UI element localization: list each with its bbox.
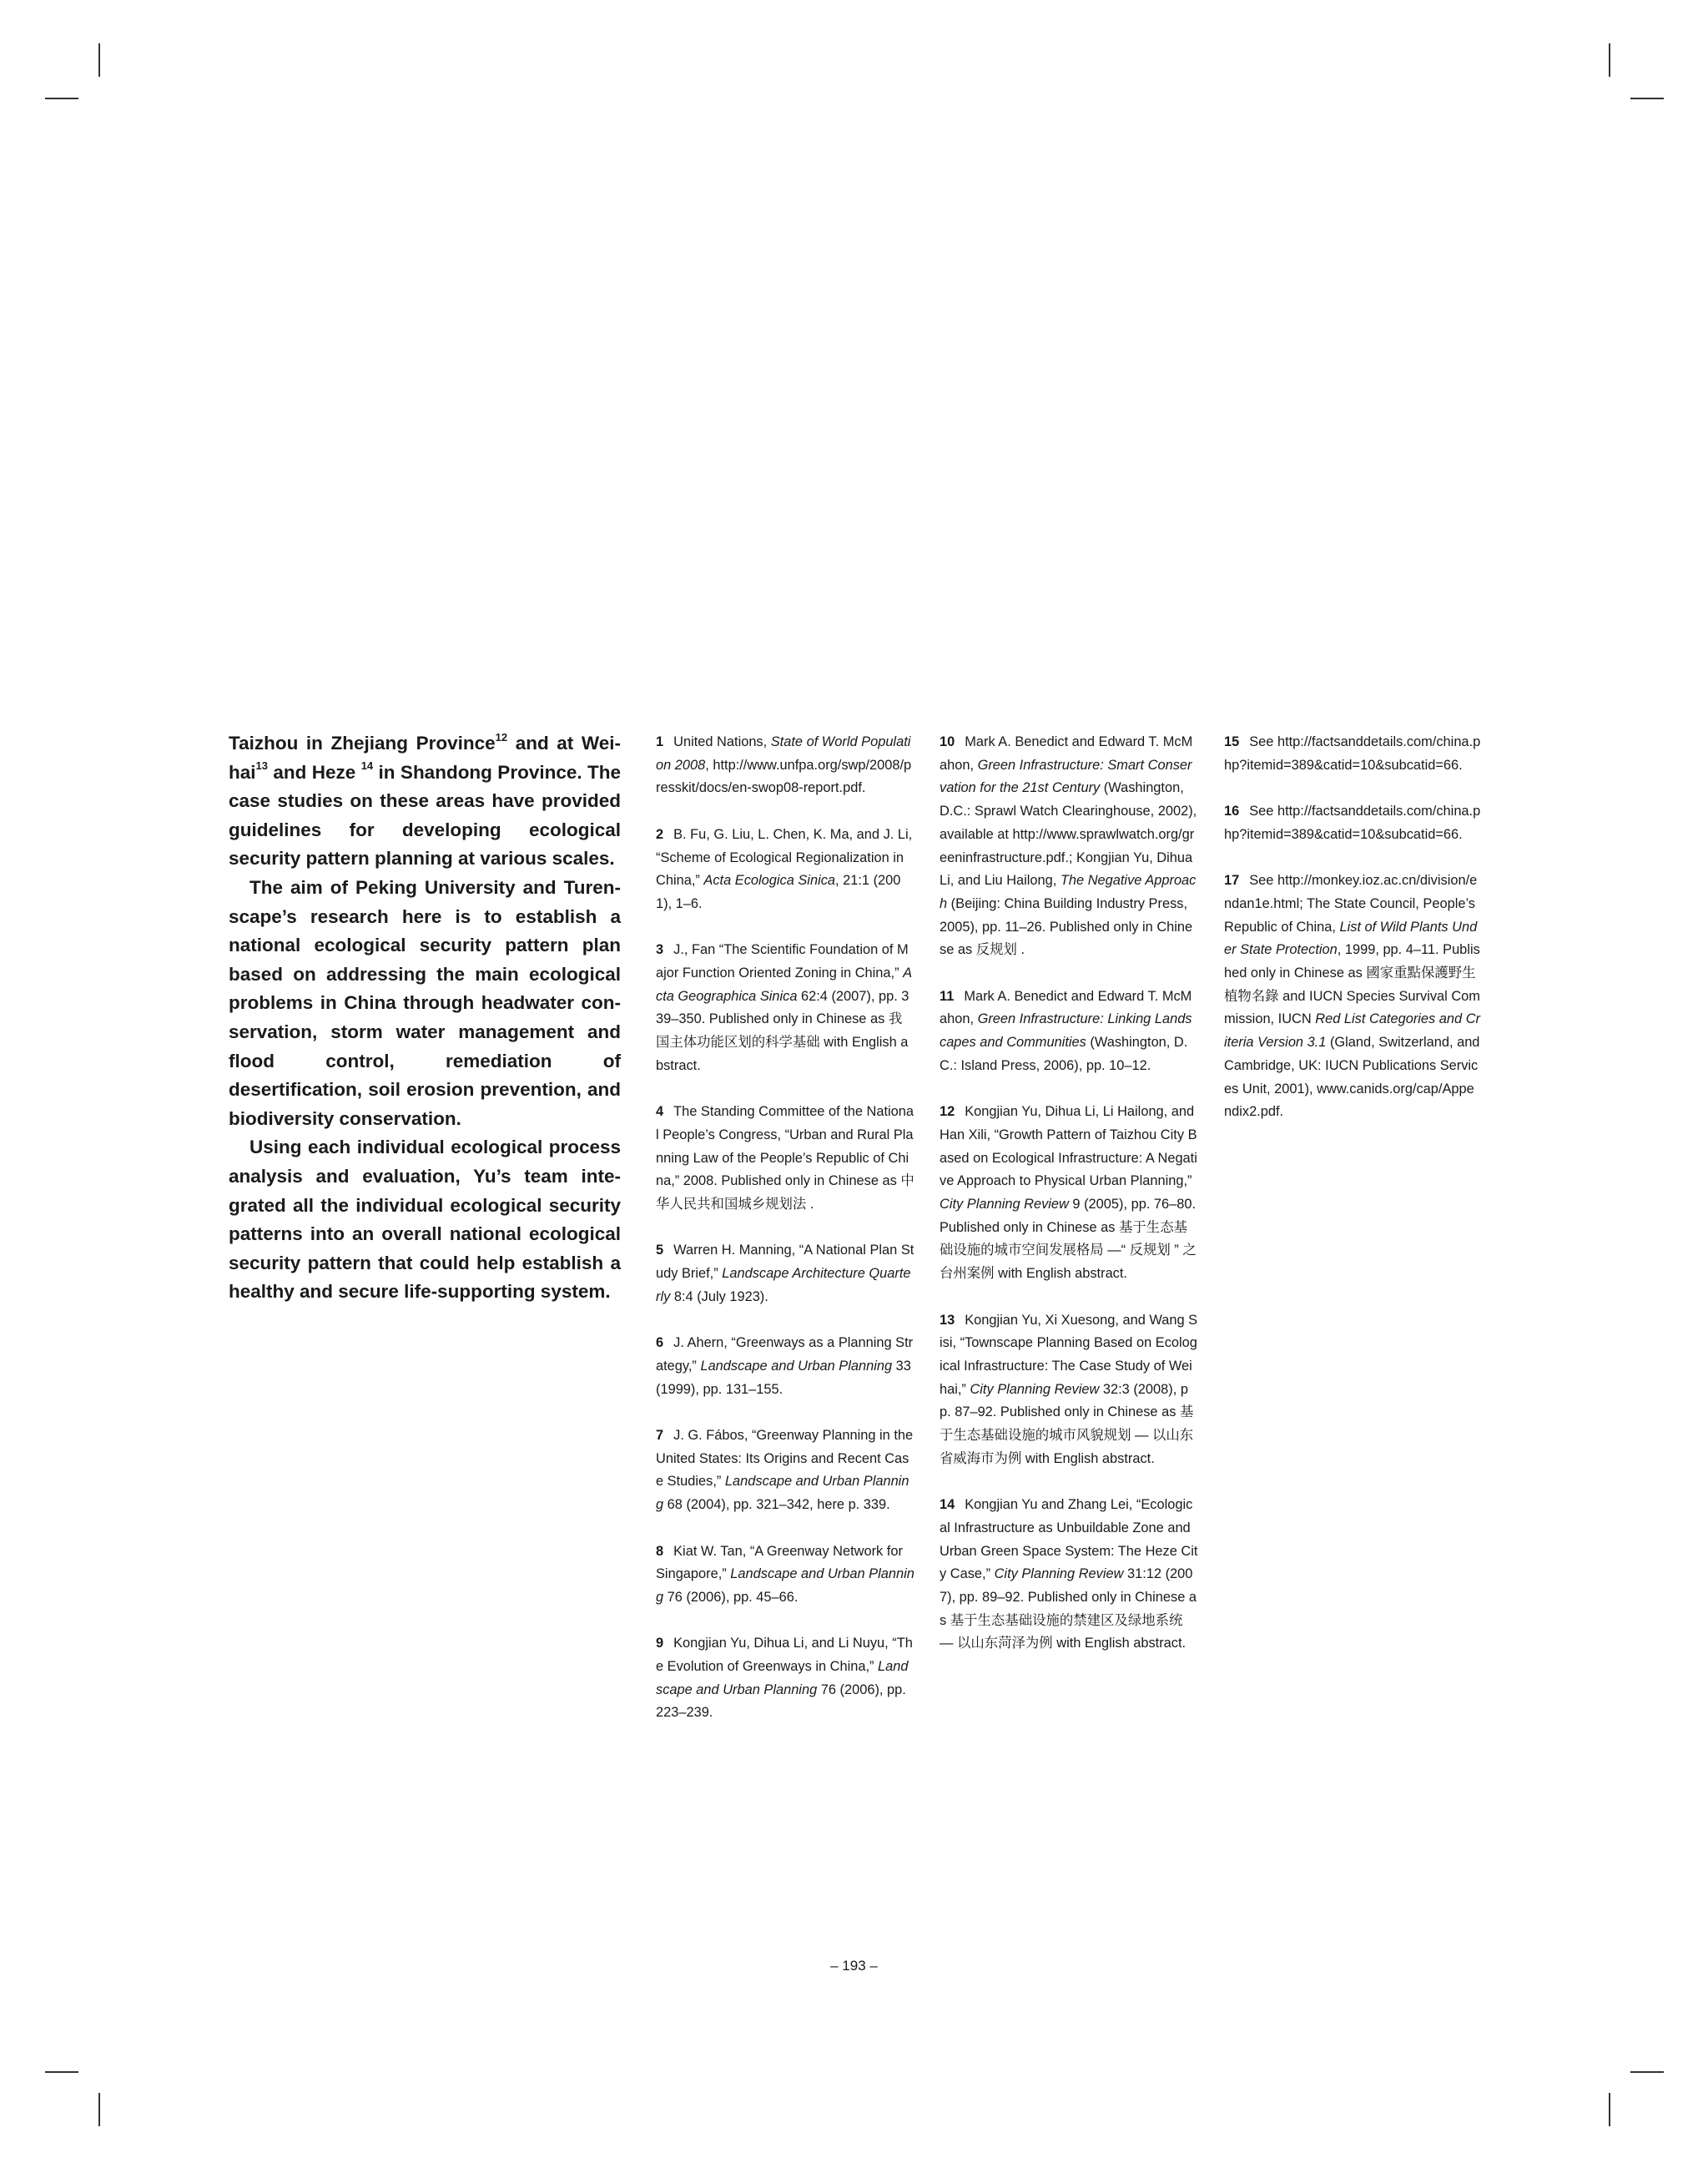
- footnote-ref-14: 14: [360, 759, 374, 773]
- note-2: 2 B. Fu, G. Liu, L. Chen, K. Ma, and J. Li, “Scheme of Ecological Regionalization in China,” Acta Ecologica Sinica, 21:1 (2001), 1–6.: [656, 826, 913, 911]
- crop-mark-top-right-horizontal: [1630, 98, 1664, 99]
- crop-mark-bottom-right-horizontal: [1630, 2071, 1664, 2073]
- notes-column-1: [656, 731, 914, 1748]
- note-13: 13 Kongjian Yu, Xi Xuesong, and Wang Sisi, “Townscape Planning Based on Ecological Infrastructure: The Case Study of Weihai,” City Planning Review 32:3 (2008), pp. 87–92. Published only in Chinese as 基于生态基础设施的城市风貌规划 — 以山东省威海市为例 with English abstract.: [940, 1312, 1198, 1466]
- footnote-ref-13: 13: [255, 759, 268, 773]
- crop-mark-bottom-left-vertical: [98, 2093, 100, 2126]
- note-9: 9 Kongjian Yu, Dihua Li, and Li Nuyu, “The Evolution of Greenways in China,” Landscape and Urban Planning 76 (2006), pp. 223–239.: [656, 1636, 913, 1721]
- notes-column-3: [1224, 731, 1483, 1147]
- note-4: 4 The Standing Committee of the National People’s Congress, “Urban and Rural Planning Law of the People’s Republic of China,” 2008. Published only in Chinese as 中华人民共和国城乡规划法 .: [656, 1104, 914, 1213]
- note-10: 10 Mark A. Benedict and Edward T. McMahon, Green Infrastructure: Smart Conservation for the 21st Century (Washington, D.C.: Sprawl Watch Clearinghouse, 2002), available at http://www.sprawlwatch.org/greeninfrastructure.pdf.; Kongjian Yu, Dihua Li, and Liu Hailong, The Negative Approach (Beijing: China Building Industry Press, 2005), pp. 11–26. Published only in Chinese as 反规划 .: [940, 734, 1197, 958]
- note-1: 1 United Nations, State of World Population 2008, http://www.unfpa.org/swp/2008/presskit/docs/en-swop08-report.pdf.: [656, 734, 912, 796]
- notes-column-2: [940, 731, 1198, 1679]
- note-17: 17 See http://monkey.ioz.ac.cn/division/endan1e.html; The State Council, People’s Republic of China, List of Wild Plants Under State Protection, 1999, pp. 4–11. Published only in Chinese as 國家重點保護野生植物名錄 and IUCN Species Survival Commission, IUCN Red List Categories and Criteria Version 3.1 (Gland, Switzerland, and Cambridge, UK: IUCN Publications Services Unit, 2001), www.canids.org/cap/Appendix2.pdf.: [1224, 873, 1480, 1120]
- footnote-ref-12: 12: [495, 730, 508, 744]
- body-text: [229, 729, 621, 1307]
- crop-mark-top-right-vertical: [1609, 43, 1610, 77]
- crop-mark-bottom-right-vertical: [1609, 2093, 1610, 2126]
- crop-mark-top-left-horizontal: [45, 98, 78, 99]
- note-5: 5 Warren H. Manning, “A National Plan Study Brief,” Landscape Architecture Quarterly 8:4 (July 1923).: [656, 1243, 914, 1304]
- note-12: 12 Kongjian Yu, Dihua Li, Li Hailong, and Han Xili, “Growth Pattern of Taizhou City Based on Ecological Infrastructure: A Negative Approach to Physical Urban Planning,” City Planning Review 9 (2005), pp. 76–80. Published only in Chinese as 基于生态基础设施的城市空间发展格局 —“ 反规划 ” 之台州案例 with English abstract.: [940, 1104, 1197, 1282]
- note-16: 16 See http://factsanddetails.com/china.php?itemid=389&catid=10&subcatid=66.: [1224, 804, 1481, 842]
- note-3: 3 J., Fan “The Scientific Foundation of Major Function Oriented Zoning in China,” Acta Geographica Sinica 62:4 (2007), pp. 339–350. Published only in Chinese as 我国主体功能区划的科学基础 with English abstract.: [656, 942, 913, 1073]
- note-14: 14 Kongjian Yu and Zhang Lei, “Ecological Infrastructure as Unbuildable Zone and Urban Green Space System: The Heze City Case,” City Planning Review 31:12 (2007), pp. 89–92. Published only in Chinese as 基于生态基础设施的禁建区及绿地系统 — 以山东菏泽为例 with English abstract.: [940, 1497, 1198, 1651]
- note-15: 15 See http://factsanddetails.com/china.php?itemid=389&catid=10&subcatid=66.: [1224, 734, 1481, 773]
- page-number: – 193 –: [830, 1958, 878, 1974]
- note-11: 11 Mark A. Benedict and Edward T. McMahon, Green Infrastructure: Linking Landscapes and Communities (Washington, D.C.: Island Press, 2006), pp. 10–12.: [940, 988, 1192, 1073]
- note-6: 6 J. Ahern, “Greenways as a Planning Strategy,” Landscape and Urban Planning 33 (1999), pp. 131–155.: [656, 1335, 914, 1397]
- note-8: 8 Kiat W. Tan, “A Greenway Network for Singapore,” Landscape and Urban Planning 76 (2006), pp. 45–66.: [656, 1543, 914, 1605]
- crop-mark-bottom-left-horizontal: [45, 2071, 78, 2073]
- body-paragraph-3: Using each individual ecological process analysis and evaluation, Yu’s team integrated all the individual ecological security patterns into an overall national ecological security pattern that could help establish a healthy and secure life-supporting system.: [229, 1137, 621, 1303]
- body-paragraph-2: The aim of Peking University and Turenscape’s research here is to establish a national ecological security pattern plan based on addressing the main ecological problems in China through headwater conservation, storm water management and flood control, remediation of desertification, soil erosion prevention, and biodiversity conservation.: [229, 876, 621, 1129]
- body-paragraph-1: Taizhou in Zhejiang Province$^{12}$ and at Weihai$^{13}$ and Heze $^{14}$ in Shandong Province. The case studies on these areas have provided guidelines for developing ecological security pattern planning at various scales.: [229, 730, 621, 870]
- crop-mark-top-left-vertical: [98, 43, 100, 77]
- note-7: 7 J. G. Fábos, “Greenway Planning in the United States: Its Origins and Recent Case Studies,” Landscape and Urban Planning 68 (2004), pp. 321–342, here p. 339.: [656, 1428, 914, 1513]
